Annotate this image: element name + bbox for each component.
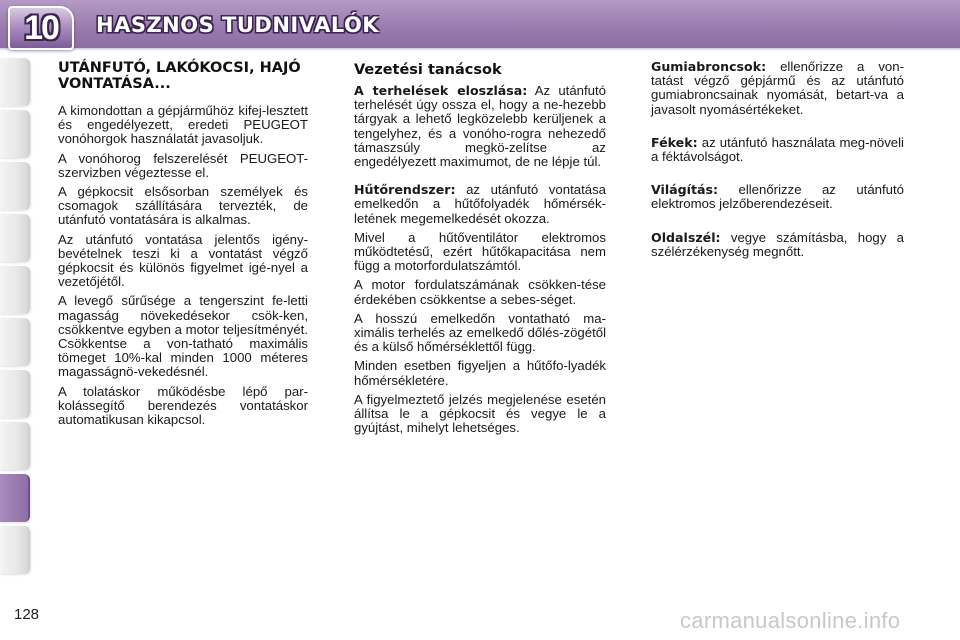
page-number: 128	[14, 606, 40, 623]
chapter-tab[interactable]	[0, 526, 30, 574]
chapter-tab[interactable]	[0, 370, 30, 418]
term-text: vegye számításba, hogy a szélérzékenység megnőtt.	[651, 229, 904, 259]
term-label: Oldalszél:	[651, 229, 721, 245]
section-title: HASZNOS TUDNIVALÓK	[96, 13, 380, 37]
term-text: ellenőrizze az utánfutó elektromos jelzőberendezéseit.	[651, 182, 904, 212]
paragraph: Mivel a hűtőventilátor elektromos működtetésű, ezért hűtőkapacitása nem függ a motorfordulatszámtól.	[354, 229, 606, 274]
term-text: Az utánfutó terhelését úgy ossza el, hogy a ne-hezebb tárgyak a lehető legközelebb kerüljenek a tengelyhez, és a vonóho-rogra nehezedő támaszsúly megkö-zelítse az engedélyezett maximumot, de ne lépje túl.	[354, 83, 607, 170]
chapter-tab[interactable]	[0, 162, 30, 210]
paragraph-cooling	[354, 183, 606, 226]
paragraph: Az utánfutó vontatása jelentős igény-bevételnek teszi ki a vontatást végző gépkocsit és különös figyelmet igé-nyel a vezetőjétől.	[58, 231, 308, 290]
chapter-tab[interactable]	[0, 266, 30, 314]
chapter-number: 10	[24, 8, 58, 47]
paragraph-lighting	[651, 183, 904, 211]
chapter-tab[interactable]	[0, 58, 30, 106]
paragraph: A figyelmeztető jelzés megjelenése esetén állítsa le a gépkocsit és vegye le a gyújtást, mihelyt lehetséges.	[354, 391, 606, 436]
paragraph: Minden esetben figyeljen a hűtőfo-lyadék hőmérsékletére.	[354, 358, 606, 388]
chapter-badge	[8, 6, 74, 50]
column-heading: UTÁNFUTÓ, LAKÓKOCSI, HAJÓ VONTATÁSA...	[58, 60, 301, 92]
paragraph: A levegő sűrűsége a tengerszint fe-letti magasság növekedésekor csök-ken, csökkentve egyben a motor teljesítményét. Csökkentse a von-tatható maximális tömeget 10%-kal minden 1000 méteres magasságnö-vekedésnél.	[58, 293, 308, 380]
chapter-tab[interactable]	[0, 422, 30, 470]
chapter-tab[interactable]	[0, 318, 30, 366]
term-text: az utánfutó használata meg-növeli a féktávolságot.	[651, 134, 904, 165]
paragraph-tyres	[651, 60, 904, 117]
chapter-tab[interactable]	[0, 110, 30, 158]
column-driving-tips	[354, 60, 606, 440]
term-text: ellenőrizze a von-tatást végző gépjármű és az utánfutó gumiabroncsainak nyomását, betart-va a javasolt nyomásértékeket.	[651, 59, 904, 117]
paragraph: A hosszú emelkedőn vontatható ma-ximális terhelés az emelkedő dőlés-zögétől és a külső hőmérséklettől függ.	[354, 310, 606, 355]
paragraph: A gépkocsit elsősorban személyek és csomagok szállítására tervezték, de utánfutó vontatására is alkalmas.	[58, 184, 308, 228]
column-heading: Vezetési tanácsok	[354, 62, 502, 78]
chapter-tab-strip	[0, 58, 36, 578]
paragraph: A motor fordulatszámának csökken-tése érdekében csökkentse a sebes-séget.	[354, 277, 606, 307]
paragraph: A kimondottan a gépjárműhöz kifej-lesztett és engedélyezett, eredeti PEUGEOT vonóhorgok használatát javasoljuk.	[58, 103, 308, 147]
paragraph: A tolatáskor működésbe lépő par-kolássegítő berendezés vontatáskor automatikusan kikapcsol.	[58, 383, 308, 428]
paragraph-brakes	[651, 136, 904, 164]
paragraph: A vonóhorog felszerelését PEUGEOT-szervizben végeztesse el.	[58, 150, 308, 180]
term-label: Világítás:	[651, 182, 719, 198]
chapter-tab-active[interactable]	[0, 474, 30, 522]
term-text: az utánfutó vontatása emelkedőn a hűtőfolyadék hőmérsék-letének megemelkedését okozza.	[354, 182, 606, 226]
watermark: carmanualsonline.info	[680, 608, 901, 633]
column-checks	[651, 60, 904, 264]
term-label: Hűtőrendszer:	[354, 182, 456, 198]
column-towing	[58, 60, 308, 432]
paragraph-load-distribution	[354, 84, 606, 169]
term-label: Gumiabroncsok:	[651, 59, 767, 74]
paragraph-crosswind	[651, 231, 904, 259]
chapter-tab[interactable]	[0, 214, 30, 262]
term-label: Fékek:	[651, 134, 698, 150]
term-label: A terhelések eloszlása:	[354, 83, 528, 98]
